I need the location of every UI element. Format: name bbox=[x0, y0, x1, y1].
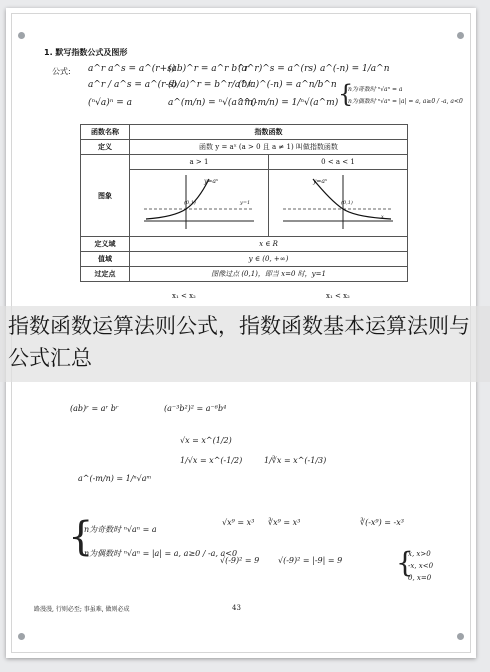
formula-power-of-power: (a^r)^s = a^(rs) bbox=[238, 64, 317, 74]
case-a-gt-1: a > 1 bbox=[130, 155, 269, 170]
compare-right: x₁ < x₂ bbox=[326, 292, 350, 300]
formula-power-of-product: (ab)^r = a^r b^r bbox=[168, 64, 249, 74]
brace-symbol-large: { bbox=[68, 514, 94, 560]
formula-fractional-exponent: a^(m/n) = ⁿ√(a^m) bbox=[168, 98, 257, 108]
domain-value: x ∈ R bbox=[130, 237, 408, 252]
graph-label-x: x bbox=[381, 214, 384, 220]
row-label-domain: 定义域 bbox=[81, 237, 130, 252]
formula-negative-fractional: a^(-m/n) = 1/ⁿ√(a^m) bbox=[238, 98, 339, 108]
graph-label-point: (0,1) bbox=[184, 200, 196, 206]
page-number: 43 bbox=[232, 604, 241, 612]
row-label-definition: 定义 bbox=[81, 140, 130, 155]
pin-icon bbox=[18, 633, 25, 640]
section-title: 1. 默写指数公式及图形 bbox=[44, 48, 128, 57]
example-expansion: (a⁻³b²)² = a⁻⁶b⁴ bbox=[164, 404, 227, 413]
table-header-function: 指数函数 bbox=[130, 125, 408, 140]
graph-increasing bbox=[130, 170, 269, 237]
graph-label-yax: y=aˣ bbox=[204, 178, 219, 185]
root-example-1: √x⁹ = x³ bbox=[222, 518, 255, 527]
graph-label-y1: y=1 bbox=[240, 200, 251, 206]
root-example-2: ∛x⁹ = x³ bbox=[268, 518, 301, 527]
footer-motto: 路漫漫, 行则必至; 事虽难, 做则必成 bbox=[34, 606, 130, 613]
formula-root-power: (ⁿ√a)ⁿ = a bbox=[88, 98, 133, 108]
fixed-point-value: 图像过点 (0,1)，即当 x=0 时，y=1 bbox=[130, 267, 408, 282]
piecewise-even: n为偶数时 ⁿ√aⁿ = |a| = a, a≥0 / -a, a<0 bbox=[348, 98, 463, 105]
example-sqrt: √x = x^(1/2) bbox=[180, 436, 232, 445]
row-label-graph: 图象 bbox=[81, 155, 130, 237]
exponential-function-table bbox=[80, 124, 408, 282]
banner-title: 指数函数运算法则公式，指数函数基本运算法则与公式汇总 bbox=[8, 314, 470, 370]
final-case-2: -x, x<0 bbox=[408, 562, 434, 570]
brace-symbol: { bbox=[338, 80, 354, 108]
formula-power-of-quotient: (b/a)^r = b^r/a^r bbox=[168, 80, 253, 90]
example-negative-fraction: a^(-m/n) = 1/ⁿ√aᵐ bbox=[78, 474, 152, 483]
definition-text: 函数 y = aˣ (a > 0 且 a ≠ 1) 叫做指数函数 bbox=[130, 140, 408, 155]
row-label-range: 值域 bbox=[81, 252, 130, 267]
graph-decreasing-svg bbox=[273, 171, 403, 233]
lower-piecewise-even: n为偶数时 ⁿ√aⁿ = |a| = a, a≥0 / -a, a<0 bbox=[84, 549, 238, 558]
final-case-3: 0, x=0 bbox=[408, 574, 432, 582]
example-power-product: (ab)ʳ = aʳ bʳ bbox=[70, 404, 119, 413]
brace-symbol-final: { bbox=[396, 546, 414, 579]
case-a-lt-1: 0 < a < 1 bbox=[269, 155, 408, 170]
pin-icon bbox=[457, 633, 464, 640]
formula-negative-exponent: a^(-n) = 1/a^n bbox=[320, 64, 390, 74]
formula-product: a^r a^s = a^(r+s) bbox=[88, 64, 176, 74]
formula-quotient: a^r / a^s = a^(r-s) bbox=[88, 80, 177, 90]
pin-icon bbox=[18, 32, 25, 39]
table-header-name: 函数名称 bbox=[81, 125, 130, 140]
final-case-1: x, x>0 bbox=[408, 550, 431, 558]
formula-label: 公式: bbox=[52, 67, 71, 76]
example-inv-cbrt: 1/∛x = x^(-1/3) bbox=[264, 456, 327, 465]
graph-label-point-2: (0,1) bbox=[341, 200, 353, 206]
graph-decreasing bbox=[269, 170, 408, 237]
root-example-3: ∛(-x⁹) = -x³ bbox=[360, 518, 404, 527]
root-example-4: √(-9)² = 9 bbox=[220, 556, 260, 565]
example-inv-sqrt: 1/√x = x^(-1/2) bbox=[180, 456, 243, 465]
lower-piecewise-odd: n为奇数时 ⁿ√aⁿ = a bbox=[84, 525, 157, 534]
range-value: y ∈ (0, +∞) bbox=[130, 252, 408, 267]
piecewise-odd: n为奇数时 ⁿ√aⁿ = a bbox=[348, 86, 403, 93]
formula-negative-quotient: (b/a)^(-n) = a^n/b^n bbox=[238, 80, 337, 90]
root-example-5: √(-9)² = |-9| = 9 bbox=[278, 556, 343, 565]
pin-icon bbox=[457, 32, 464, 39]
row-label-fixed-point: 过定点 bbox=[81, 267, 130, 282]
graph-label-yax-2: y=aˣ bbox=[313, 178, 328, 185]
compare-left: x₁ < x₂ bbox=[172, 292, 196, 300]
